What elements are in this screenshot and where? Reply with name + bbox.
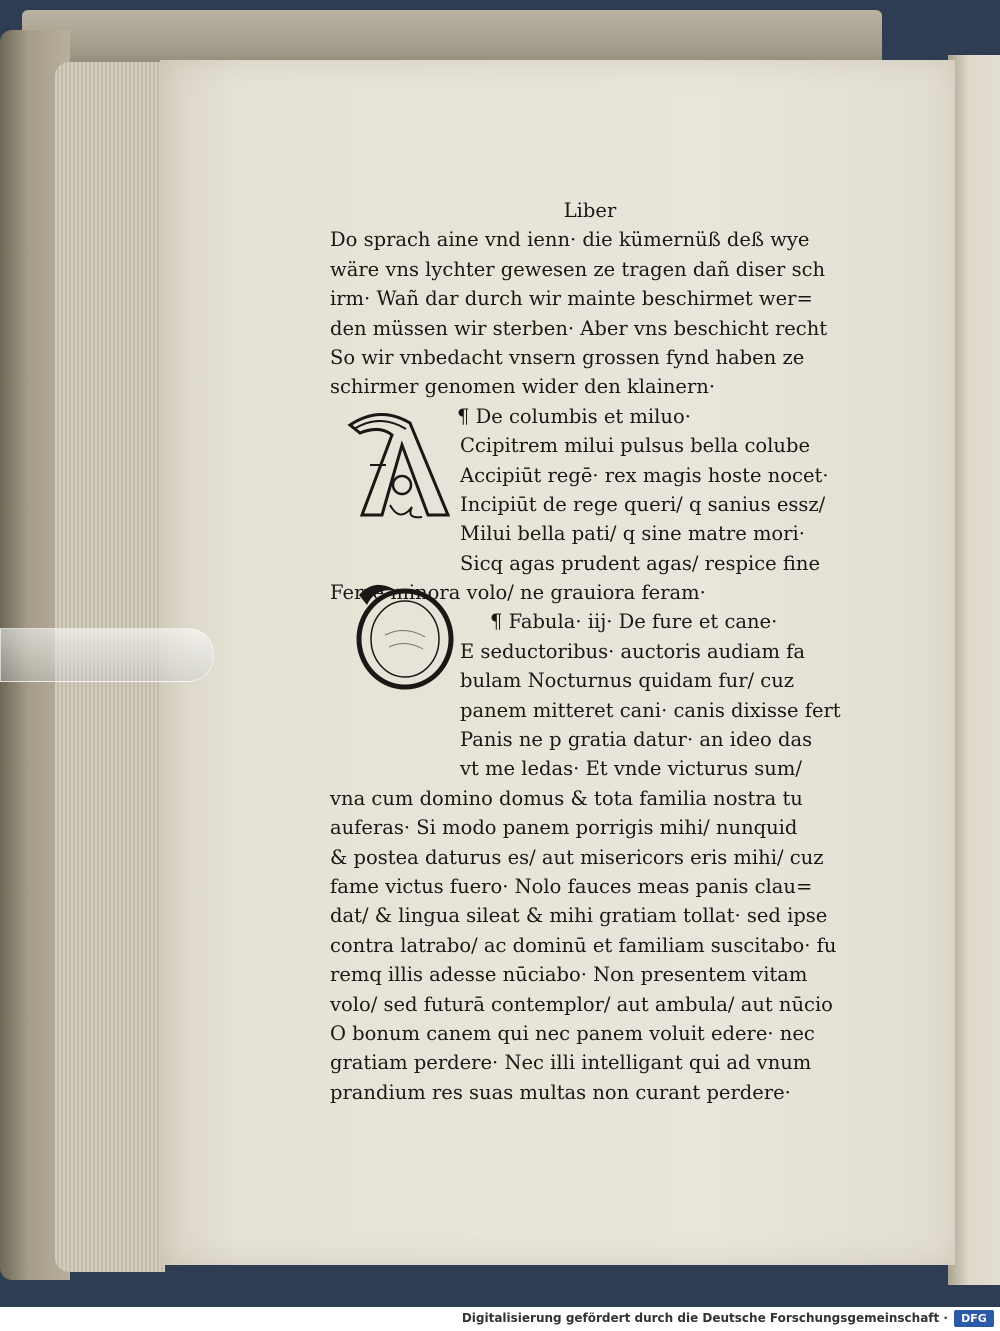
fable-heading-columbis — [330, 402, 850, 431]
fable-heading-fure-text: Fabula· iij· De fure et cane· — [508, 610, 778, 634]
fable3-line-9: O bonum canem qui nec panem voluit edere· nec — [330, 1021, 815, 1045]
fable3-line-11: prandium res suas multas non curant perdere· — [330, 1080, 791, 1104]
glass-page-clip — [0, 628, 214, 682]
fable3-indented-line-2: bulam Nocturnus quidam fur/ cuz — [460, 669, 795, 693]
paragraph-mark: ¶ — [457, 404, 476, 428]
german-line-4: den müssen wir sterben· Aber vns beschicht recht — [330, 316, 828, 340]
fable3-line-8: volo/ sed futurā contemplor/ aut ambula/ aut nūcio — [330, 992, 833, 1016]
german-line-5: So wir vnbedacht vnsern grossen fynd haben ze — [330, 345, 805, 369]
verse-line-5: Sicq agas prudent agas/ respice fine — [460, 551, 820, 575]
german-line-3: irm· Wañ dar durch wir mainte beschirmet wer= — [330, 287, 813, 311]
fable3-line-3: & postea daturus es/ aut misericors eris mihi/ cuz — [330, 845, 824, 869]
fable3-line-5: dat/ & lingua sileat & mihi gratiam tollat· sed ipse — [330, 904, 828, 928]
german-line-6: schirmer genomen wider den klainern· — [330, 375, 716, 399]
page-text — [330, 196, 850, 1107]
fable3-indented-line-3: panem mitteret cani· canis dixisse fert — [460, 698, 841, 722]
verse-line-3: Incipiūt de rege queri/ q sanius essz/ — [460, 492, 826, 516]
verse-line-1: Ccipitrem milui pulsus bella colube — [460, 434, 810, 458]
paragraph-mark: ¶ — [490, 610, 509, 634]
fable3-line-1: vna cum domino domus & tota familia nostra tu — [330, 786, 803, 810]
funding-credit: Digitalisierung gefördert durch die Deutsche Forschungsgemeinschaft · — [461, 1311, 948, 1325]
fable3-indented-line-5: vt me ledas· Et vnde victurus sum/ — [460, 757, 802, 781]
fable3-line-10: gratiam perdere· Nec illi intelligant qui ad vnum — [330, 1051, 812, 1075]
verse-line-4: Milui bella pati/ q sine matre mori· — [460, 522, 805, 546]
fable3-line-6: contra latrabo/ ac dominū et familiam suscitabo· fu — [330, 933, 837, 957]
dfg-logo: DFG — [954, 1310, 994, 1327]
fable3-line-7: remq illis adesse nūciabo· Non presentem vitam — [330, 963, 808, 987]
footer-bar — [0, 1307, 1000, 1331]
fable3-line-2: auferas· Si modo panem porrigis mihi/ nunquid — [330, 816, 798, 840]
fable3-line-4: fame victus fuero· Nolo fauces meas panis clau= — [330, 874, 813, 898]
german-line-2: wäre vns lychter gewesen ze tragen dañ diser sch — [330, 257, 826, 281]
fable-heading-columbis-text: De columbis et miluo· — [475, 404, 691, 428]
facing-page-edge — [948, 55, 1000, 1285]
german-line-1: Do sprach aine vnd ienn· die kümernüß deß wye — [330, 228, 810, 252]
verse-line-6: Ferre minora volo/ ne grauiora feram· — [330, 581, 706, 605]
fable-heading-fure — [330, 607, 850, 636]
running-head: Liber — [563, 199, 617, 222]
fable3-indented-line-4: Panis ne p gratia datur· an ideo das — [460, 728, 813, 752]
fable3-indented-line-1: E seductoribus· auctoris audiam fa — [460, 639, 806, 663]
verse-line-2: Accipiūt regē· rex magis hoste nocet· — [460, 463, 829, 487]
